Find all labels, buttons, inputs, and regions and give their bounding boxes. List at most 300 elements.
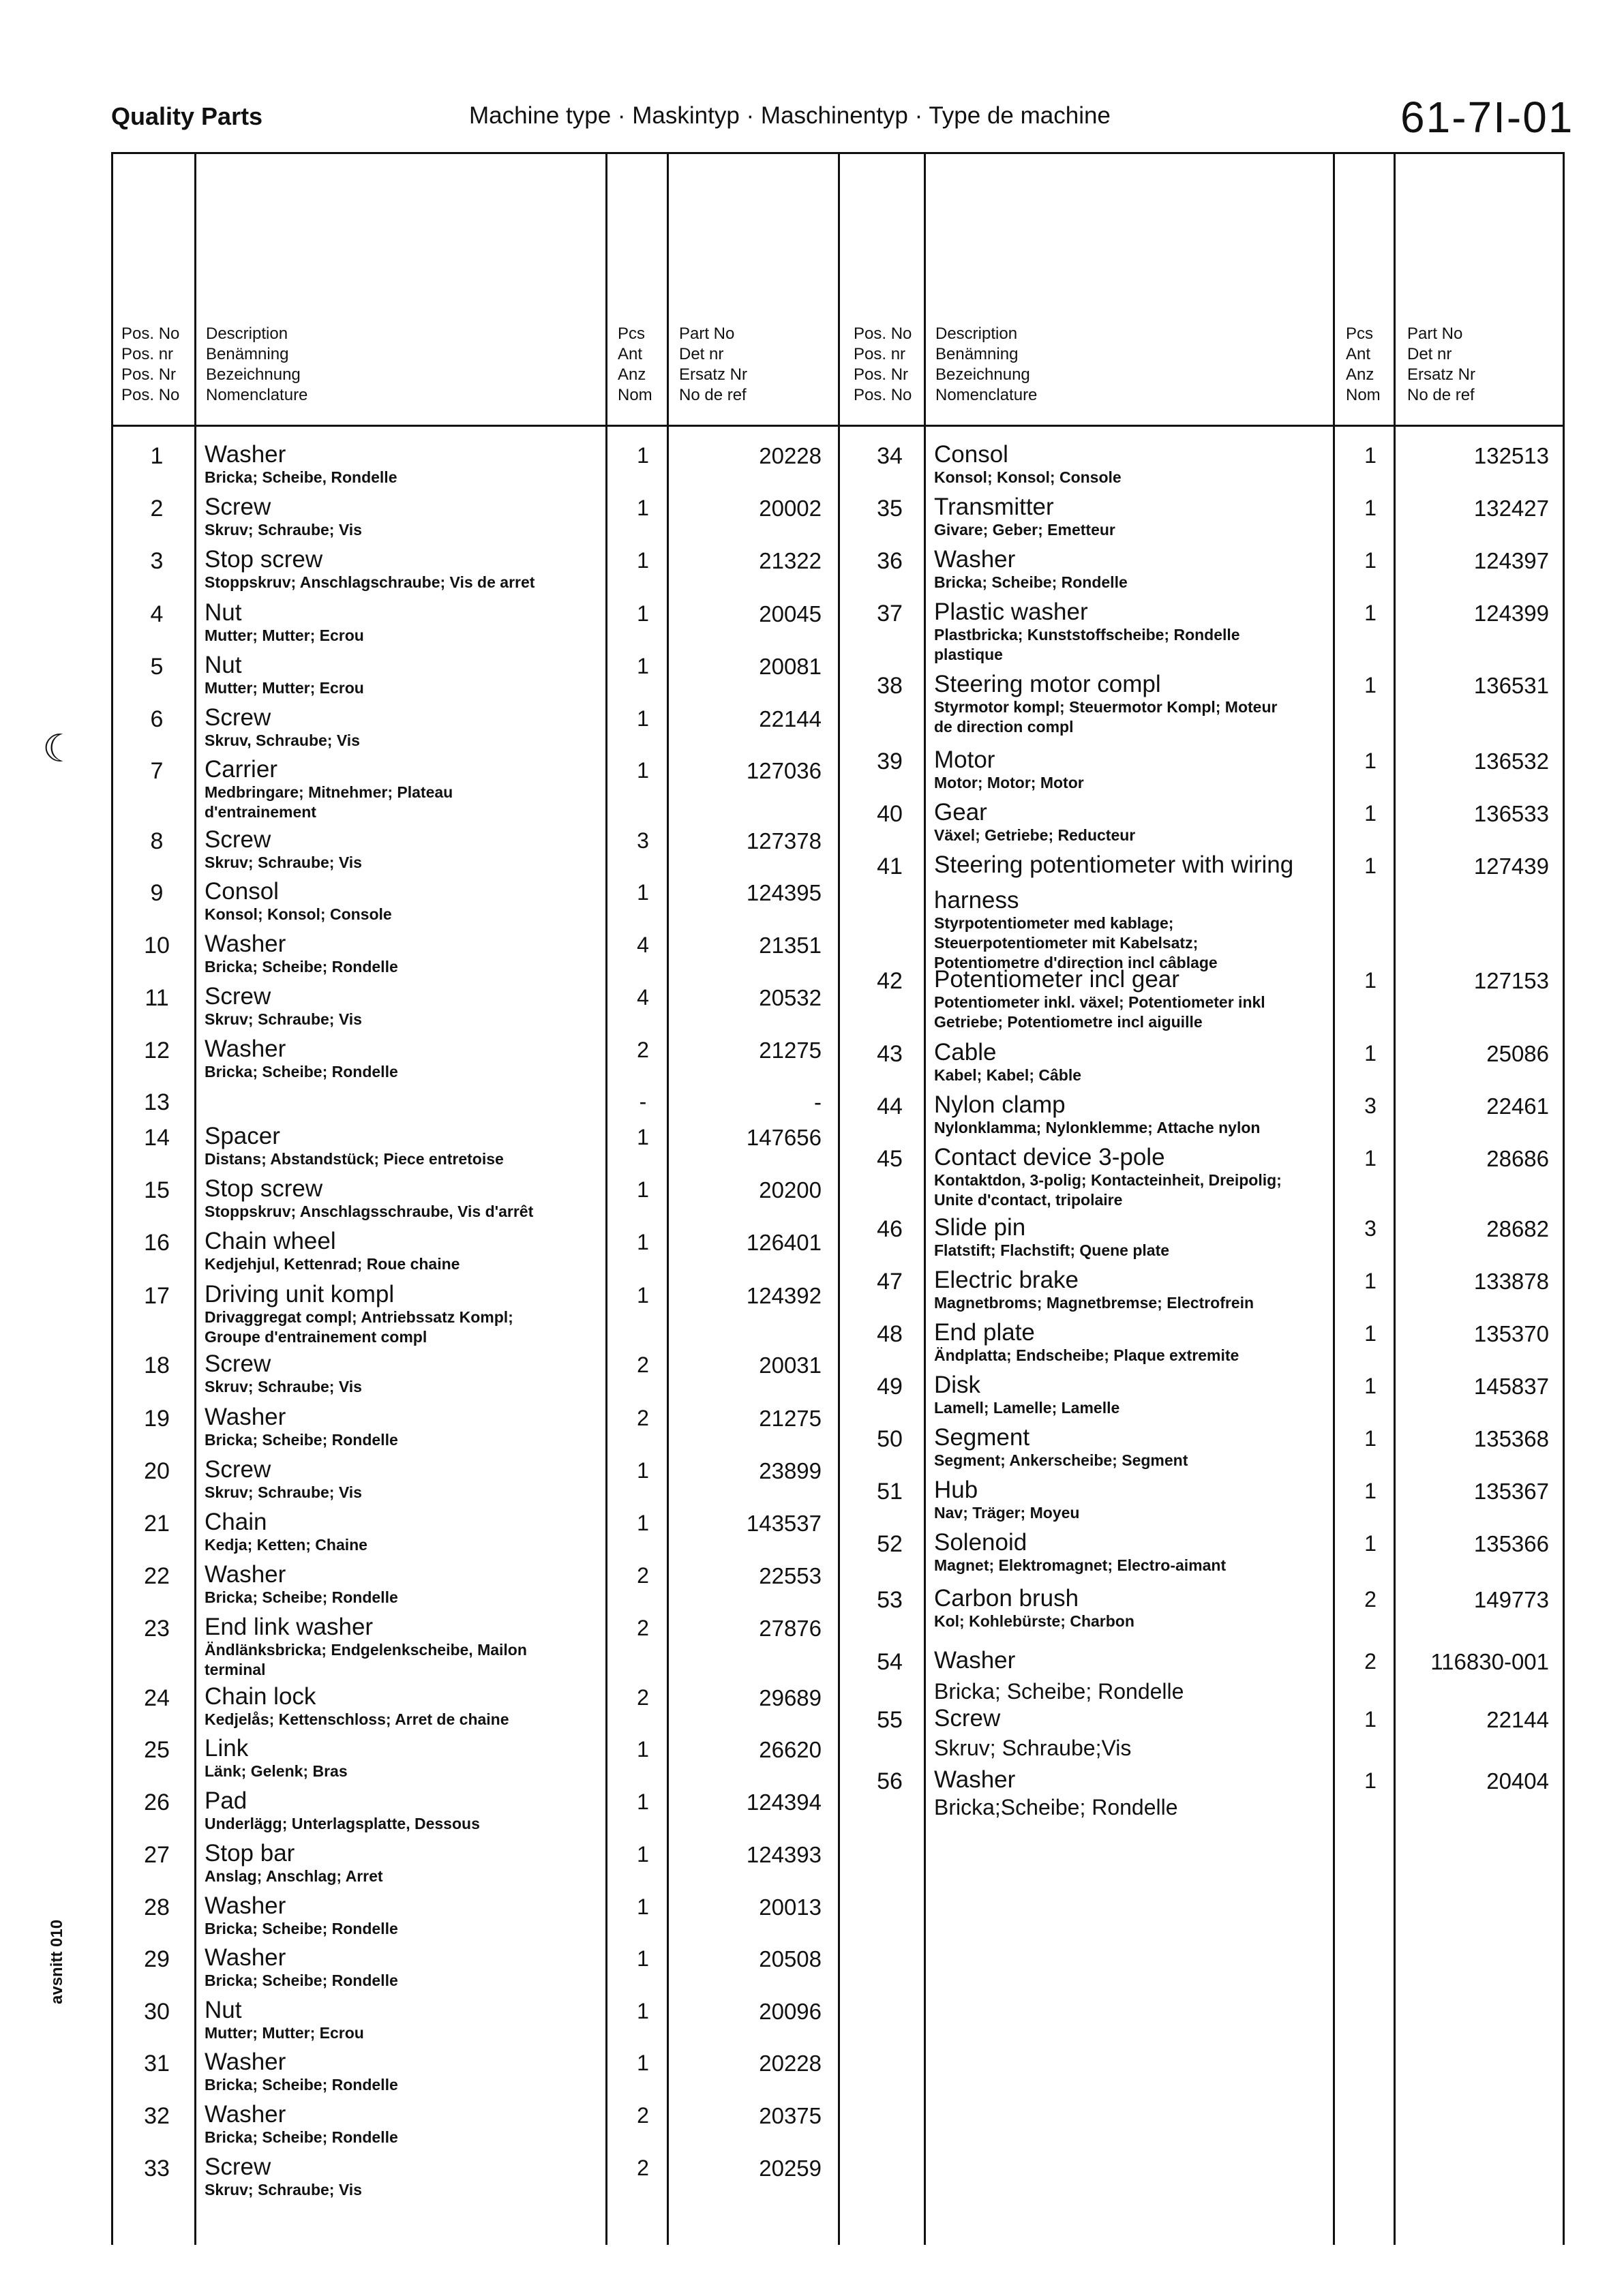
item-part-no: 25086 <box>1486 1041 1549 1066</box>
item-pcs: 1 <box>1364 1707 1377 1732</box>
item-pcs: 1 <box>637 1511 649 1535</box>
item-translation: Getriebe; Potentiometre incl aiguille <box>934 1013 1203 1031</box>
item-pcs: 1 <box>1364 854 1377 878</box>
item-description <box>205 2102 398 2147</box>
item-pcs: 1 <box>637 654 649 678</box>
item-pos: 51 <box>877 1479 903 1505</box>
item-part-no: 124395 <box>746 880 822 905</box>
item-name: Nylon clamp <box>934 1091 1066 1118</box>
header-divider <box>111 425 1565 427</box>
item-pcs: 1 <box>1364 1426 1377 1451</box>
item-description <box>934 888 1218 973</box>
item-description <box>934 1586 1134 1631</box>
item-description <box>205 2049 398 2095</box>
item-translation: Mutter; Mutter; Ecrou <box>205 2024 364 2042</box>
item-pcs: 1 <box>637 880 649 905</box>
item-description <box>205 652 364 698</box>
item-part-no: 20013 <box>759 1894 822 1920</box>
item-part-no: 127439 <box>1473 854 1549 879</box>
item-pos: 33 <box>144 2156 170 2181</box>
item-name: Link <box>205 1735 249 1762</box>
item-description <box>205 1788 480 1834</box>
item-pcs: 3 <box>1364 1216 1377 1241</box>
item-pcs: 1 <box>637 1125 649 1149</box>
item-translation: Drivaggregat compl; Antriebssatz Kompl; <box>205 1308 513 1326</box>
item-translation: Medbringare; Mitnehmer; Plateau <box>205 783 453 801</box>
item-pcs: 1 <box>1364 496 1377 520</box>
item-translation: Kedja; Ketten; Chaine <box>205 1536 367 1554</box>
item-translation: Länk; Gelenk; Bras <box>205 1762 348 1780</box>
item-part-no: 22461 <box>1486 1093 1549 1119</box>
item-name: Carrier <box>205 756 277 783</box>
item-pcs: 1 <box>1364 1374 1377 1398</box>
item-name: Electric brake <box>934 1267 1079 1293</box>
item-pcs: 3 <box>1364 1093 1377 1118</box>
item-part-no: 135370 <box>1473 1321 1549 1346</box>
item-translation: d'entrainement <box>205 803 316 821</box>
item-pcs: 1 <box>1364 548 1377 573</box>
item-name: Stop screw <box>205 546 323 573</box>
item-translation: plastique <box>934 646 1003 663</box>
item-pos: 14 <box>144 1125 170 1151</box>
item-pos: 41 <box>877 854 903 879</box>
item-description <box>205 757 453 822</box>
item-description <box>205 705 360 751</box>
item-pos: 11 <box>145 985 169 1011</box>
item-name: Contact device 3-pole <box>934 1144 1165 1170</box>
column-header-description-right: Description Benämning Bezeichnung Nomenclature <box>935 324 1038 404</box>
item-part-no: 20081 <box>759 654 822 679</box>
item-translation: Konsol; Konsol; Console <box>205 905 392 923</box>
item-description <box>934 1530 1226 1575</box>
item-name: Screw <box>205 704 271 731</box>
item-translation: Styrmotor kompl; Steuermotor Kompl; Moteur <box>934 698 1278 716</box>
item-name: Carbon brush <box>934 1585 1079 1612</box>
item-part-no: 20096 <box>759 1999 822 2024</box>
item-pcs: 2 <box>1364 1587 1377 1612</box>
item-description <box>205 547 535 592</box>
item-part-no: 22144 <box>1486 1707 1549 1732</box>
item-part-no: 132427 <box>1473 496 1549 521</box>
item-name: Screw <box>205 1350 271 1377</box>
item-pcs: 4 <box>637 985 649 1010</box>
item-pos: 56 <box>877 1768 903 1794</box>
item-name: Bricka; Scheibe; Rondelle <box>934 1679 1184 1704</box>
item-description <box>205 600 364 646</box>
item-pos: 9 <box>150 880 164 906</box>
item-part-no: 135368 <box>1473 1426 1549 1451</box>
item-pos: 45 <box>877 1146 903 1172</box>
item-translation: Lamell; Lamelle; Lamelle <box>934 1399 1120 1417</box>
item-translation: Bricka; Scheibe; Rondelle <box>205 958 398 976</box>
item-pcs: 1 <box>637 496 649 520</box>
item-pcs: 2 <box>637 1038 649 1062</box>
item-name: Nut <box>205 652 242 678</box>
item-translation: Kedjelås; Kettenschloss; Arret de chaine <box>205 1710 509 1728</box>
item-pos: 24 <box>144 1685 170 1711</box>
item-translation: Kabel; Kabel; Câble <box>934 1066 1081 1084</box>
item-pcs: 1 <box>1364 968 1377 993</box>
item-name: Spacer <box>205 1123 280 1149</box>
item-pcs: 2 <box>637 1616 649 1640</box>
item-description <box>934 1320 1239 1365</box>
item-translation: Skruv; Schraube; Vis <box>205 1378 362 1395</box>
item-translation: Styrpotentiometer med kablage; <box>934 914 1174 932</box>
item-part-no: 135366 <box>1473 1531 1549 1556</box>
item-pcs: 1 <box>1364 443 1377 468</box>
item-pcs: 1 <box>1364 1479 1377 1503</box>
item-translation: Konsol; Konsol; Console <box>934 468 1122 486</box>
item-name: Screw <box>205 1456 271 1483</box>
column-header-part-no-right: Part No Det nr Ersatz Nr No de ref <box>1407 324 1476 404</box>
item-pcs: 2 <box>637 2156 649 2180</box>
item-translation: Segment; Ankerscheibe; Segment <box>934 1451 1188 1469</box>
item-pcs: 1 <box>637 1789 649 1814</box>
item-description <box>934 494 1115 540</box>
item-translation: Växel; Getriebe; Reducteur <box>934 826 1136 844</box>
item-pos: 47 <box>877 1269 903 1295</box>
item-description <box>205 1614 527 1680</box>
item-description <box>205 1893 398 1939</box>
item-pos: 7 <box>150 758 164 784</box>
item-name: Chain <box>205 1509 267 1535</box>
item-translation: Ändlänksbricka; Endgelenkscheibe, Mailon <box>205 1641 527 1659</box>
item-name: Screw <box>205 2154 271 2180</box>
column-divider <box>838 152 840 2245</box>
item-name: Washer <box>205 931 286 957</box>
item-description <box>205 1176 533 1222</box>
item-part-no: 124397 <box>1473 548 1549 573</box>
item-name: Stop screw <box>205 1175 323 1202</box>
item-pcs: 1 <box>637 601 649 626</box>
column-header-description: Description Benämning Bezeichnung Nomenclature <box>206 324 308 404</box>
item-pcs: 1 <box>1364 1321 1377 1346</box>
item-description <box>205 1351 362 1397</box>
item-description <box>205 827 362 873</box>
item-translation: Bricka; Scheibe; Rondelle <box>934 573 1128 591</box>
item-translation: Bricka; Scheibe, Rondelle <box>205 468 397 486</box>
item-description <box>934 1215 1169 1260</box>
item-translation: Magnet; Elektromagnet; Electro-aimant <box>934 1556 1227 1574</box>
item-part-no: 20508 <box>759 1946 822 1972</box>
item-description <box>934 599 1240 665</box>
item-description <box>934 442 1122 487</box>
item-pos: 1 <box>150 443 164 469</box>
item-description <box>934 1425 1188 1470</box>
item-description <box>934 1678 1184 1704</box>
item-name: Chain lock <box>205 1683 316 1710</box>
item-pcs: 1 <box>1364 1531 1377 1556</box>
item-pcs: 1 <box>637 1230 649 1254</box>
item-pos: 43 <box>877 1041 903 1067</box>
item-pos: 30 <box>144 1999 170 2025</box>
item-pos: 26 <box>144 1789 170 1815</box>
item-part-no: 149773 <box>1473 1587 1549 1612</box>
item-translation: Skruv; Schraube; Vis <box>205 854 362 871</box>
item-pcs: 1 <box>637 1842 649 1867</box>
item-pcs: 1 <box>1364 601 1377 625</box>
item-part-no: 127378 <box>746 828 822 854</box>
item-name: Gear <box>934 799 987 826</box>
item-name: Screw <box>934 1705 1001 1732</box>
item-part-no: 124393 <box>746 1842 822 1867</box>
item-name: Washer <box>205 1892 286 1919</box>
item-translation: Mutter; Mutter; Ecrou <box>205 626 364 644</box>
item-name: Transmitter <box>934 494 1054 520</box>
item-name: Consol <box>934 441 1008 468</box>
item-pos: 23 <box>144 1616 170 1642</box>
item-part-no: 124399 <box>1473 601 1549 626</box>
item-description <box>205 1945 398 1991</box>
item-pos: 52 <box>877 1531 903 1557</box>
item-part-no: 143537 <box>746 1511 822 1536</box>
item-description <box>205 1997 364 2043</box>
item-part-no: - <box>814 1089 822 1115</box>
item-pcs: 1 <box>1364 673 1377 697</box>
item-description <box>934 1267 1254 1313</box>
item-translation: Potentiometer inkl. växel; Potentiometer inkl <box>934 993 1265 1011</box>
item-pos: 39 <box>877 749 903 774</box>
item-pos: 16 <box>144 1230 170 1256</box>
item-pos: 10 <box>144 933 170 958</box>
item-description <box>205 494 362 540</box>
item-translation: Bricka; Scheibe; Rondelle <box>205 2128 398 2146</box>
item-name: Washer <box>934 1647 1016 1674</box>
item-description <box>205 931 398 977</box>
item-description <box>934 671 1277 737</box>
item-part-no: 136532 <box>1473 749 1549 774</box>
item-pcs: 1 <box>637 1177 649 1202</box>
item-pos: 42 <box>877 968 903 994</box>
item-name: Washer <box>205 2049 286 2075</box>
item-pos: 13 <box>144 1089 170 1115</box>
item-description <box>934 1767 1015 1793</box>
item-pcs: 1 <box>1364 1768 1377 1793</box>
item-pcs: 1 <box>637 1999 649 2023</box>
item-description <box>934 1648 1015 1674</box>
item-pos: 34 <box>877 443 903 469</box>
item-translation: Skruv; Schraube; Vis <box>205 2181 362 2199</box>
item-pcs: 2 <box>1364 1649 1377 1674</box>
item-pos: 55 <box>877 1707 903 1733</box>
column-header-pos: Pos. No Pos. nr Pos. Nr Pos. No <box>121 324 180 404</box>
item-translation: Bricka; Scheibe; Rondelle <box>205 2076 398 2094</box>
item-pos: 32 <box>144 2103 170 2129</box>
item-translation: Motor; Motor; Motor <box>934 774 1084 791</box>
item-description <box>934 800 1135 845</box>
item-name: Washer <box>205 1036 286 1062</box>
item-part-no: 22553 <box>759 1563 822 1588</box>
item-name: Washer <box>205 1944 286 1971</box>
item-description <box>934 1706 1000 1732</box>
section-label: avsnitt 010 <box>48 1919 66 2004</box>
column-divider <box>194 152 196 2245</box>
item-part-no: 127153 <box>1473 968 1549 993</box>
item-name: Steering potentiometer with wiring <box>934 851 1294 878</box>
item-translation: Bricka; Scheibe; Rondelle <box>205 1431 398 1449</box>
item-name: Washer <box>205 441 286 468</box>
item-pos: 31 <box>144 2051 170 2076</box>
item-pos: 21 <box>144 1511 170 1537</box>
item-description <box>205 1684 509 1729</box>
column-divider <box>1333 152 1335 2245</box>
item-pcs: 1 <box>1364 1146 1377 1170</box>
item-part-no: 27876 <box>759 1616 822 1641</box>
item-part-no: 23899 <box>759 1458 822 1483</box>
item-name: Washer <box>934 1766 1016 1793</box>
item-pos: 46 <box>877 1216 903 1242</box>
item-name: Screw <box>205 826 271 853</box>
item-description <box>205 984 362 1029</box>
item-pcs: 2 <box>637 1685 649 1710</box>
item-translation: Stoppskruv; Anschlagschraube; Vis de arret <box>205 573 535 591</box>
item-translation: Skruv; Schraube; Vis <box>205 1483 362 1501</box>
item-pcs: 4 <box>637 933 649 957</box>
column-header-pcs-right: Pcs Ant Anz Nom <box>1346 324 1381 404</box>
item-pcs: 1 <box>637 706 649 731</box>
item-description <box>205 1509 367 1555</box>
item-translation: Nav; Träger; Moyeu <box>934 1504 1080 1522</box>
item-translation: terminal <box>205 1661 266 1678</box>
item-description <box>934 1477 1079 1523</box>
item-pos: 28 <box>144 1894 170 1920</box>
item-name: Steering motor compl <box>934 671 1161 697</box>
item-part-no: 20031 <box>759 1353 822 1378</box>
item-description <box>934 852 1293 878</box>
item-description <box>934 1040 1081 1085</box>
item-pcs: 1 <box>1364 801 1377 826</box>
item-description <box>934 1372 1119 1418</box>
item-pcs: - <box>639 1089 647 1114</box>
document-number: 61-7I-01 <box>1400 93 1574 142</box>
item-description <box>205 1036 398 1082</box>
item-name: Consol <box>205 878 279 905</box>
item-description <box>205 1562 398 1607</box>
item-part-no: 29689 <box>759 1685 822 1710</box>
item-description <box>205 1736 348 1781</box>
item-part-no: 20228 <box>759 443 822 468</box>
item-name: Plastic washer <box>934 599 1088 625</box>
item-part-no: 126401 <box>746 1230 822 1255</box>
item-pos: 6 <box>150 706 164 732</box>
item-translation: Stoppskruv; Anschlagsschraube, Vis d'arrêt <box>205 1203 534 1220</box>
item-translation: Bricka; Scheibe; Rondelle <box>205 1588 398 1606</box>
item-description <box>205 1123 504 1169</box>
item-pos: 35 <box>877 496 903 522</box>
item-pcs: 2 <box>637 2103 649 2128</box>
item-name: Segment <box>934 1424 1030 1451</box>
item-description <box>205 1282 513 1347</box>
item-part-no: 136531 <box>1473 673 1549 698</box>
item-name: End link washer <box>205 1614 374 1640</box>
item-part-no: 21275 <box>759 1406 822 1431</box>
item-pos: 38 <box>877 673 903 699</box>
item-name: Screw <box>205 983 271 1010</box>
item-name: Washer <box>934 546 1016 573</box>
item-description <box>934 1145 1282 1210</box>
item-part-no: 20532 <box>759 985 822 1010</box>
item-pos: 50 <box>877 1426 903 1452</box>
item-part-no: 135367 <box>1473 1479 1549 1504</box>
item-translation: Ändplatta; Endscheibe; Plaque extremite <box>934 1346 1239 1364</box>
item-part-no: 20259 <box>759 2156 822 2181</box>
item-part-no: 20200 <box>759 1177 822 1203</box>
item-translation: Underlägg; Unterlagsplatte, Dessous <box>205 1815 480 1832</box>
item-part-no: 21322 <box>759 548 822 573</box>
item-translation: Givare; Geber; Emetteur <box>934 521 1115 539</box>
item-name: Nut <box>205 1997 242 2023</box>
item-part-no: 127036 <box>746 758 822 783</box>
item-pcs: 2 <box>637 1406 649 1430</box>
column-divider <box>605 152 607 2245</box>
item-translation: Unite d'contact, tripolaire <box>934 1191 1123 1209</box>
item-name: Cable <box>934 1039 997 1066</box>
item-part-no: 20404 <box>1486 1768 1549 1794</box>
item-part-no: 116830-001 <box>1430 1649 1549 1674</box>
item-pos: 20 <box>144 1458 170 1484</box>
item-pcs: 1 <box>637 1458 649 1483</box>
item-pos: 29 <box>144 1946 170 1972</box>
item-pos: 22 <box>144 1563 170 1589</box>
item-pos: 18 <box>144 1353 170 1378</box>
item-part-no: 26620 <box>759 1737 822 1762</box>
item-name: Slide pin <box>934 1214 1026 1241</box>
item-pos: 17 <box>144 1283 170 1309</box>
item-pos: 25 <box>144 1737 170 1763</box>
item-part-no: 124392 <box>746 1283 822 1308</box>
item-part-no: 20045 <box>759 601 822 626</box>
item-description <box>205 1841 383 1886</box>
item-translation: Kontaktdon, 3-polig; Kontacteinheit, Dreipolig; <box>934 1171 1282 1189</box>
item-name: Washer <box>205 1404 286 1430</box>
item-part-no: 20228 <box>759 2051 822 2076</box>
item-pos: 2 <box>150 496 164 522</box>
item-translation: Skruv, Schraube; Vis <box>205 731 360 749</box>
item-description <box>934 1794 1178 1820</box>
item-name: Chain wheel <box>205 1228 336 1254</box>
item-pos: 53 <box>877 1587 903 1613</box>
item-pos: 48 <box>877 1321 903 1347</box>
item-translation: Nylonklamma; Nylonklemme; Attache nylon <box>934 1119 1261 1136</box>
item-pcs: 1 <box>637 1946 649 1971</box>
item-name: Driving unit kompl <box>205 1281 395 1308</box>
item-pos: 5 <box>150 654 164 680</box>
item-pcs: 1 <box>637 1894 649 1919</box>
item-pos: 54 <box>877 1649 903 1675</box>
item-name: Washer <box>205 2101 286 2128</box>
item-translation: Anslag; Anschlag; Arret <box>205 1867 383 1885</box>
item-translation: Bricka; Scheibe; Rondelle <box>205 1063 398 1081</box>
header-quality-parts: Quality Parts <box>111 102 263 130</box>
item-pos: 15 <box>144 1177 170 1203</box>
item-pos: 19 <box>144 1406 170 1432</box>
item-pos: 36 <box>877 548 903 574</box>
item-name: Motor <box>934 746 995 773</box>
item-pcs: 1 <box>1364 1041 1377 1066</box>
item-pcs: 1 <box>637 443 649 468</box>
item-name: Stop bar <box>205 1840 295 1867</box>
item-name: Nut <box>205 599 242 626</box>
item-description <box>934 1735 1131 1761</box>
item-name: End plate <box>934 1319 1035 1346</box>
item-pos: 49 <box>877 1374 903 1400</box>
item-description <box>205 1457 362 1502</box>
item-description <box>205 2154 362 2200</box>
item-translation: Distans; Abstandstück; Piece entretoise <box>205 1150 504 1168</box>
item-translation: Steuerpotentiometer mit Kabelsatz; <box>934 934 1199 952</box>
item-part-no: 20002 <box>759 496 822 521</box>
item-part-no: 132513 <box>1473 443 1549 468</box>
